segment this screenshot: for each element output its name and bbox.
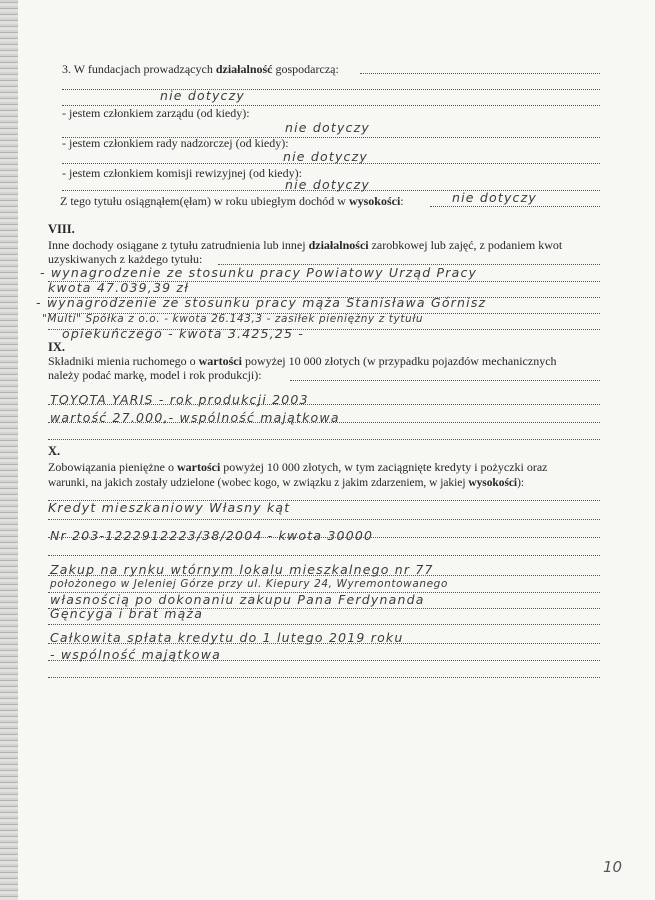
section-10-line-2 [48,476,524,490]
movable-entry: wartość 27.000,- wspólność majątkowa [50,410,340,425]
income-entry: - wynagrodzenie ze stosunku pracy Powiatowy Urząd Pracy [40,265,478,280]
section-3-intro-bold: działalność [215,62,273,76]
section-8-heading: VIII. [48,222,75,236]
section-3-intro-text: 3. W fundacjach prowadzących [62,62,213,76]
income-entry: kwota 47.039,39 zł [48,280,189,295]
section-8-line-2: uzyskiwanych z każdego tytułu: [48,252,203,266]
supervisory-answer: nie dotyczy [283,149,368,164]
fill-line [290,380,600,381]
section-9-line-1 [48,354,557,368]
fill-line [48,677,600,678]
section-10-line-1-end: powyżej 10 000 złotych, w tym zaciągnięte kredyty i pożyczki oraz [223,460,548,474]
fill-line [430,206,600,207]
fill-line [48,519,600,520]
income-label [60,194,404,208]
audit-answer: nie dotyczy [285,177,370,192]
section-10-line-1-bold: wartości [176,460,221,474]
page-mark: 10 [603,858,623,876]
liability-entry: Całkowita spłata kredytu do 1 lutego 2019 roku [50,630,404,645]
audit-label: - jestem członkiem komisji rewizyjnej (od kiedy): [62,166,302,180]
income-entry: opiekuńczego - kwota 3.425,25 - [62,326,304,341]
income-label-end: : [400,194,404,208]
board-answer: nie dotyczy [285,120,370,135]
section-9-line-1-text: Składniki mienia ruchomego o [48,354,196,368]
board-label: - jestem członkiem zarządu (od kiedy): [62,106,250,120]
fill-line [48,439,600,440]
liability-entry: położonego w Jeleniej Górze przy ul. Kiepury 24, Wyremontowanego [50,578,448,590]
liability-entry: Zakup na rynku wtórnym lokalu mieszkalnego nr 77 [50,562,434,577]
section-8-line-1-bold: działalności [308,238,369,252]
income-label-bold: wysokości [348,194,401,208]
section-9-line-2: należy podać markę, model i rok produkcji): [48,368,262,382]
section-8-line-1-text: Inne dochody osiągane z tytułu zatrudnienia lub innej [48,238,306,252]
section-3-intro [62,62,339,76]
section-10-line-1-text: Zobowiązania pieniężne o [48,460,174,474]
liability-entry: Kredyt mieszkaniowy Własny kąt [48,500,291,515]
fill-line [48,624,600,625]
liability-entry: - wspólność majątkowa [50,647,222,662]
section-3-intro-end: gospodarczą: [275,62,339,76]
section-9-line-1-end: powyżej 10 000 złotych (w przypadku pojazdów mechanicznych [244,354,557,368]
section-8-line-1-end: zarobkowej lub zajęć, z podaniem kwot [371,238,563,252]
income-label-text: Z tego tytułu osiągnąłem(ęłam) w roku ubiegłym dochód w [60,194,346,208]
section-9-line-1-bold: wartości [198,354,242,368]
liability-entry: własnością po dokonaniu zakupu Pana Ferdynanda [50,592,425,607]
liability-entry: Gęncyga i brat mąża [50,606,204,621]
fill-line [48,555,600,556]
liability-entry: Nr 203-1222912223/38/2004 - kwota 30000 [50,528,374,543]
section-3-answer: nie dotyczy [160,88,245,103]
section-10-line-2-end: ): [517,477,525,489]
income-entry: "Multi" Spółka z o.o. - kwota 26.143,3 - zasiłek pieniężny z tytułu [42,313,424,325]
section-10-heading: X. [48,444,61,458]
movable-entry: TOYOTA YARIS - rok produkcji 2003 [50,392,309,407]
section-10-line-1 [48,460,548,474]
section-9-heading: IX. [48,340,66,354]
supervisory-label: - jestem członkiem rady nadzorczej (od kiedy): [62,136,289,150]
section-10-line-2-bold: wysokości [468,477,518,489]
fill-line [360,73,600,74]
fill-line [62,89,600,90]
section-10-line-2-text: warunki, na jakich zostały udzielone (wobec kogo, w związku z jakim zdarzeniem, w jakiej [48,477,466,489]
section-8-line-1 [48,238,562,252]
income-answer: nie dotyczy [452,190,537,205]
income-entry: - wynagrodzenie ze stosunku pracy mąża Stanisława Górnisz [36,295,487,310]
